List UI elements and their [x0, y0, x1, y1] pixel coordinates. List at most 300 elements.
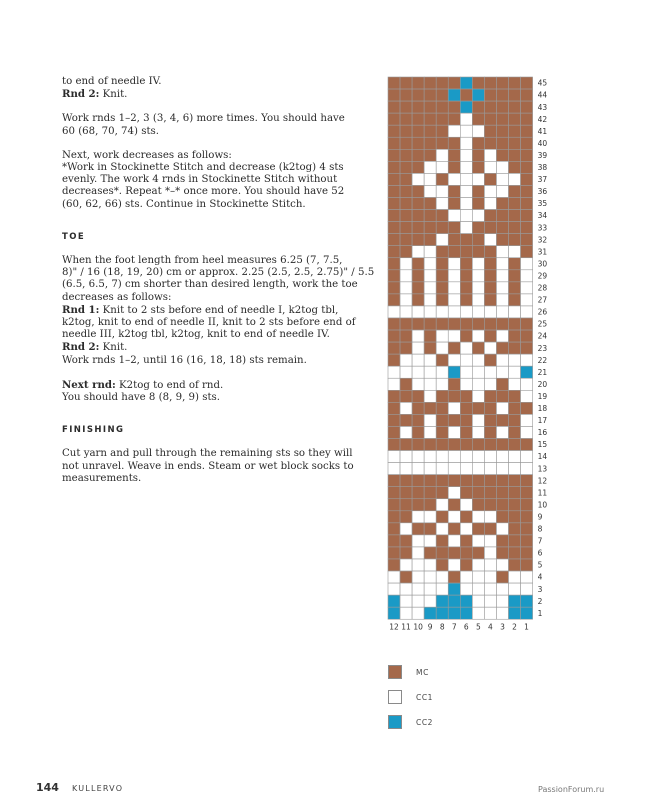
chart-cell [460, 595, 472, 607]
chart-cell [484, 366, 496, 378]
chart-cell [509, 547, 521, 559]
chart-cell [472, 571, 484, 583]
text-line: decreases as follows: [62, 291, 172, 303]
chart-cell [412, 451, 424, 463]
chart-cell [388, 294, 400, 306]
chart-cell [388, 77, 400, 89]
chart-cell [460, 547, 472, 559]
chart-cell [388, 282, 400, 294]
chart-cell [412, 390, 424, 402]
chart-cell [412, 258, 424, 270]
chart-cell [400, 463, 412, 475]
chart-cell [472, 439, 484, 451]
chart-cell [484, 463, 496, 475]
chart-cell [496, 294, 508, 306]
chart-cell [460, 487, 472, 499]
row-number-label: 17 [537, 416, 548, 426]
chart-cell [424, 595, 436, 607]
chart-cell [509, 173, 521, 185]
chart-cell [436, 463, 448, 475]
chart-cell [412, 426, 424, 438]
row-number-label: 27 [537, 295, 548, 305]
chart-cell [484, 258, 496, 270]
chart-cell [436, 366, 448, 378]
chart-cell [521, 330, 533, 342]
chart-cell [388, 161, 400, 173]
chart-cell [460, 439, 472, 451]
chart-cell [509, 222, 521, 234]
chart-cell [412, 294, 424, 306]
chart-cell [424, 198, 436, 210]
chart-cell [496, 511, 508, 523]
chart-cell [448, 499, 460, 511]
chart-cell [484, 318, 496, 330]
chart-cell [424, 270, 436, 282]
chart-cell [496, 258, 508, 270]
chart-cell [448, 101, 460, 113]
chart-cell [484, 125, 496, 137]
chart-cell [412, 439, 424, 451]
chart-cell [484, 583, 496, 595]
chart-cell [388, 125, 400, 137]
chart-cell [400, 390, 412, 402]
chart-cell [436, 198, 448, 210]
chart-cell [521, 511, 533, 523]
rnd-text: K2tog to end of rnd. [115, 379, 224, 391]
chart-cell [460, 571, 472, 583]
chart-cell [448, 125, 460, 137]
row-number-label: 14 [537, 452, 548, 462]
legend-swatch [388, 690, 402, 704]
chart-cell [472, 234, 484, 246]
chart-cell [424, 366, 436, 378]
chart-cell [388, 511, 400, 523]
chart-cell [436, 294, 448, 306]
chart-cell [424, 390, 436, 402]
row-number-label: 28 [537, 283, 548, 293]
chart-cell [448, 535, 460, 547]
chart-cell [400, 583, 412, 595]
row-number-label: 37 [537, 175, 548, 185]
chart-cell [436, 414, 448, 426]
chart-cell [509, 198, 521, 210]
chart-cell [436, 354, 448, 366]
chart-cell [400, 222, 412, 234]
chart-cell [400, 342, 412, 354]
chart-cell [521, 89, 533, 101]
chart-cell [400, 535, 412, 547]
chart-cell [496, 402, 508, 414]
chart-cell [496, 282, 508, 294]
chart-cell [436, 161, 448, 173]
text-line: When the foot length from heel measures 6.25 (7, 7.5, [62, 255, 343, 267]
rnd-text: Knit. [99, 342, 128, 354]
chart-cell [400, 318, 412, 330]
row-number-label: 34 [537, 211, 548, 221]
chart-cell [496, 426, 508, 438]
row-number-label: 2 [537, 596, 543, 606]
chart-cell [436, 258, 448, 270]
chart-cell [400, 89, 412, 101]
chart-cell [484, 234, 496, 246]
legend-swatch [388, 715, 402, 729]
text-line: 8)" / 16 (18, 19, 20) cm or approx. 2.25 (2.5, 2.5, 2.75)" / 5.5 [62, 267, 375, 279]
row-number-label: 32 [537, 235, 548, 245]
chart-cell [424, 282, 436, 294]
chart-cell [472, 426, 484, 438]
chart-cell [448, 354, 460, 366]
chart-cell [412, 185, 424, 197]
chart-cell [424, 523, 436, 535]
chart-cell [400, 571, 412, 583]
chart-cell [424, 439, 436, 451]
chart-cell [509, 390, 521, 402]
chart-cell [509, 523, 521, 535]
chart-cell [509, 535, 521, 547]
chart-cell [521, 258, 533, 270]
chart-cell [521, 294, 533, 306]
chart-cell [509, 210, 521, 222]
chart-cell [412, 535, 424, 547]
column-number-label: 9 [427, 622, 433, 632]
chart-cell [412, 222, 424, 234]
chart-cell [424, 113, 436, 125]
chart-cell [496, 210, 508, 222]
chart-cell [388, 318, 400, 330]
chart-cell [509, 234, 521, 246]
chart-cell [496, 222, 508, 234]
row-number-label: 39 [537, 150, 548, 160]
chart-cell [484, 173, 496, 185]
chart-cell [472, 113, 484, 125]
rnd-label: Rnd 1: [62, 303, 100, 316]
chart-cell [424, 342, 436, 354]
chart-cell [472, 378, 484, 390]
chart-cell [436, 426, 448, 438]
chart-cell [484, 198, 496, 210]
chart-cell [509, 185, 521, 197]
running-footer-title: KULLERVO [72, 784, 124, 793]
chart-cell [460, 414, 472, 426]
chart-cell [460, 607, 472, 619]
chart-cell [484, 439, 496, 451]
chart-cell [448, 222, 460, 234]
column-number-label: 5 [475, 622, 481, 632]
chart-cell [509, 330, 521, 342]
chart-cell [496, 330, 508, 342]
chart-cell [388, 149, 400, 161]
chart-cell [460, 89, 472, 101]
chart-cell [436, 390, 448, 402]
row-number-label: 30 [537, 259, 548, 269]
chart-cell [400, 306, 412, 318]
chart-cell [412, 246, 424, 258]
chart-cell [400, 125, 412, 137]
chart-cell [448, 366, 460, 378]
row-number-label: 36 [537, 187, 548, 197]
chart-cell [424, 137, 436, 149]
chart-cell [509, 306, 521, 318]
chart-cell [472, 270, 484, 282]
chart-cell [388, 583, 400, 595]
chart-cell [436, 222, 448, 234]
chart-cell [424, 246, 436, 258]
chart-cell [424, 511, 436, 523]
chart-cell [400, 426, 412, 438]
column-number-label: 11 [401, 622, 411, 632]
chart-cell [400, 378, 412, 390]
row-number-label: 18 [537, 404, 548, 414]
chart-cell [472, 547, 484, 559]
chart-cell [460, 511, 472, 523]
chart-cell [484, 426, 496, 438]
chart-cell [484, 475, 496, 487]
text-line: Work rnds 1–2, until 16 (16, 18, 18) sts remain. [62, 354, 307, 366]
row-number-label: 16 [537, 428, 548, 438]
row-number-label: 40 [537, 138, 548, 148]
chart-cell [412, 330, 424, 342]
row-number-label: 22 [537, 355, 548, 365]
chart-cell [424, 161, 436, 173]
chart-cell [460, 294, 472, 306]
chart-cell [412, 77, 424, 89]
column-number-label: 4 [488, 622, 493, 632]
chart-cell [412, 607, 424, 619]
chart-cell [472, 101, 484, 113]
chart-cell [509, 258, 521, 270]
chart-cell [472, 487, 484, 499]
chart-cell [484, 571, 496, 583]
chart-cell [496, 101, 508, 113]
chart-cell [521, 234, 533, 246]
chart-cell [400, 523, 412, 535]
chart-cell [424, 101, 436, 113]
chart-cell [424, 149, 436, 161]
chart-cell [472, 173, 484, 185]
chart-cell [521, 439, 533, 451]
text-line: not unravel. Weave in ends. Steam or wet block socks to [62, 460, 354, 472]
chart-cell [496, 451, 508, 463]
chart-cell [472, 246, 484, 258]
chart-cell [472, 354, 484, 366]
chart-cell [472, 523, 484, 535]
chart-cell [496, 487, 508, 499]
chart-cell [509, 125, 521, 137]
chart-cell [424, 258, 436, 270]
rnd-label: Rnd 2: [62, 88, 100, 101]
chart-cell [484, 161, 496, 173]
chart-cell [388, 607, 400, 619]
chart-cell [521, 607, 533, 619]
chart-cell [472, 89, 484, 101]
chart-cell [521, 354, 533, 366]
column-number-label: 7 [451, 622, 457, 632]
chart-cell [484, 535, 496, 547]
chart-cell [521, 149, 533, 161]
chart-cell [521, 342, 533, 354]
legend-item-mc [388, 665, 508, 681]
text-line: (6.5, 6.5, 7) cm shorter than desired length, work the toe [62, 279, 358, 291]
chart-cell [436, 282, 448, 294]
chart-cell [448, 463, 460, 475]
chart-cell [400, 185, 412, 197]
chart-cell [400, 246, 412, 258]
chart-cell [388, 342, 400, 354]
chart-cell [472, 559, 484, 571]
chart-cell [424, 294, 436, 306]
chart-cell [484, 137, 496, 149]
chart-cell [436, 342, 448, 354]
chart-cell [509, 475, 521, 487]
chart-cell [436, 137, 448, 149]
chart-cell [400, 210, 412, 222]
row-number-label: 3 [537, 584, 543, 594]
chart-cell [472, 306, 484, 318]
chart-cell [436, 210, 448, 222]
chart-cell [496, 366, 508, 378]
row-number-label: 4 [537, 572, 543, 582]
chart-cell [472, 511, 484, 523]
chart-cell [388, 330, 400, 342]
chart-cell [521, 282, 533, 294]
chart-cell [388, 246, 400, 258]
row-number-label: 15 [537, 440, 548, 450]
chart-cell [472, 463, 484, 475]
chart-cell [424, 354, 436, 366]
chart-cell [448, 137, 460, 149]
chart-cell [436, 330, 448, 342]
chart-cell [496, 354, 508, 366]
chart-cell [436, 246, 448, 258]
chart-cell [509, 282, 521, 294]
chart-cell [521, 499, 533, 511]
chart-cell [448, 390, 460, 402]
chart-cell [509, 378, 521, 390]
chart-cell [400, 282, 412, 294]
chart-cell [460, 234, 472, 246]
chart-cell [448, 294, 460, 306]
chart-cell [460, 113, 472, 125]
chart-cell [424, 234, 436, 246]
chart-cell [496, 173, 508, 185]
chart-cell [496, 414, 508, 426]
column-number-label: 10 [413, 622, 423, 632]
chart-cell [412, 149, 424, 161]
chart-cell [460, 173, 472, 185]
text-line: Next, work decreases as follows: [62, 149, 232, 161]
row-number-label: 10 [537, 500, 548, 510]
chart-cell [448, 270, 460, 282]
chart-cell [436, 583, 448, 595]
chart-cell [400, 559, 412, 571]
chart-cell [484, 378, 496, 390]
chart-cell [521, 210, 533, 222]
chart-cell [484, 487, 496, 499]
chart-cell [412, 113, 424, 125]
chart-cell [472, 282, 484, 294]
chart-cell [496, 198, 508, 210]
chart-cell [424, 559, 436, 571]
chart-cell [388, 414, 400, 426]
chart-cell [521, 463, 533, 475]
chart-cell [509, 499, 521, 511]
row-number-label: 26 [537, 307, 548, 317]
chart-cell [400, 137, 412, 149]
chart-cell [436, 451, 448, 463]
chart-cell [388, 523, 400, 535]
chart-cell [436, 571, 448, 583]
chart-cell [388, 451, 400, 463]
chart-cell [400, 270, 412, 282]
chart-cell [484, 511, 496, 523]
chart-cell [388, 222, 400, 234]
chart-cell [472, 402, 484, 414]
chart-cell [412, 583, 424, 595]
chart-cell [472, 342, 484, 354]
chart-cell [521, 270, 533, 282]
chart-cell [472, 294, 484, 306]
chart-cell [460, 426, 472, 438]
chart-cell [460, 210, 472, 222]
chart-cell [400, 475, 412, 487]
chart-cell [521, 198, 533, 210]
row-number-label: 35 [537, 199, 548, 209]
chart-cell [388, 559, 400, 571]
chart-cell [509, 607, 521, 619]
chart-cell [484, 499, 496, 511]
chart-cell [460, 583, 472, 595]
chart-cell [448, 306, 460, 318]
chart-cell [496, 89, 508, 101]
chart-cell [436, 378, 448, 390]
chart-cell [448, 342, 460, 354]
text-line: decreases*. Repeat *–* once more. You should have 52 [62, 186, 345, 198]
chart-cell [424, 547, 436, 559]
chart-cell [472, 414, 484, 426]
chart-cell [496, 270, 508, 282]
chart-cell [412, 499, 424, 511]
chart-cell [460, 77, 472, 89]
chart-cell [472, 210, 484, 222]
chart-cell [460, 161, 472, 173]
chart-cell [484, 294, 496, 306]
legend-item-cc2 [388, 715, 508, 731]
chart-cell [448, 451, 460, 463]
column-number-label: 6 [463, 622, 469, 632]
chart-cell [496, 475, 508, 487]
chart-cell [521, 559, 533, 571]
row-number-label: 29 [537, 271, 548, 281]
chart-cell [460, 101, 472, 113]
row-number-label: 24 [537, 331, 548, 341]
chart-cell [460, 246, 472, 258]
row-number-label: 21 [537, 367, 548, 377]
chart-cell [412, 318, 424, 330]
chart-cell [400, 161, 412, 173]
chart-cell [496, 378, 508, 390]
chart-cell [412, 306, 424, 318]
chart-cell [388, 463, 400, 475]
chart-cell [424, 583, 436, 595]
chart-cell [472, 318, 484, 330]
chart-cell [509, 161, 521, 173]
chart-cell [509, 463, 521, 475]
chart-cell [509, 101, 521, 113]
chart-cell [472, 330, 484, 342]
chart-cell [521, 451, 533, 463]
chart-cell [448, 475, 460, 487]
chart-cell [509, 583, 521, 595]
